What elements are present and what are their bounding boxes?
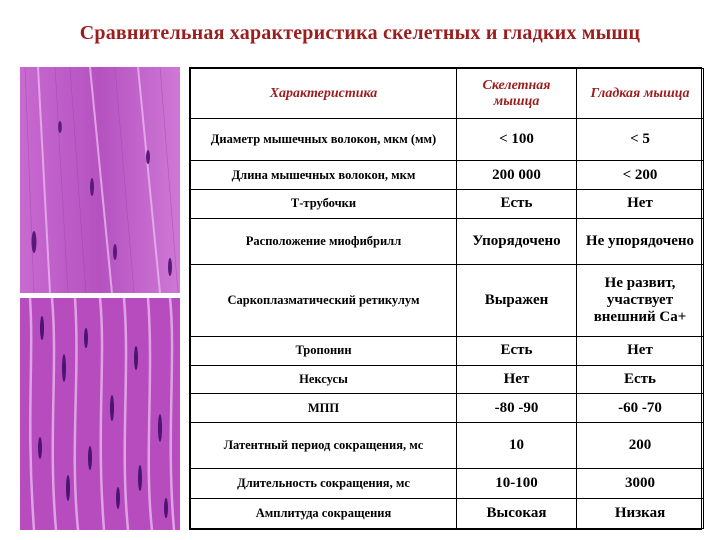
header-characteristic: Характеристика xyxy=(191,69,457,119)
row-skeletal-value: Нет xyxy=(457,365,577,394)
row-label: Латентный период сокращения, мс xyxy=(191,423,457,469)
row-label: Амплитуда сокращения xyxy=(191,499,457,529)
table-row xyxy=(191,394,704,423)
skeletal-muscle-micrograph xyxy=(20,67,180,293)
table-row xyxy=(191,469,704,499)
table-row xyxy=(191,499,704,529)
row-skeletal-value: Есть xyxy=(457,189,577,218)
row-smooth-value: 3000 xyxy=(577,469,704,499)
comparison-table xyxy=(189,67,702,530)
row-smooth-value: Нет xyxy=(577,336,704,365)
row-smooth-value: -60 -70 xyxy=(577,394,704,423)
row-smooth-value: Нет xyxy=(577,189,704,218)
table-row xyxy=(191,119,704,161)
header-smooth: Гладкая мышца xyxy=(577,69,704,119)
row-skeletal-value: Высокая xyxy=(457,499,577,529)
row-label: МПП xyxy=(191,394,457,423)
row-skeletal-value: Выражен xyxy=(457,264,577,336)
row-smooth-value: Не развит, участвует внешний Са+ xyxy=(577,264,704,336)
row-skeletal-value: 200 000 xyxy=(457,161,577,190)
row-skeletal-value: 10 xyxy=(457,423,577,469)
row-smooth-value: Низкая xyxy=(577,499,704,529)
smooth-muscle-micrograph xyxy=(20,298,180,530)
slide-title: Сравнительная характеристика скелетных и гладких мышц xyxy=(79,22,641,44)
row-label: Нексусы xyxy=(191,365,457,394)
row-label: Длина мышечных волокон, мкм xyxy=(191,161,457,190)
row-label: Диаметр мышечных волокон, мкм (мм) xyxy=(191,119,457,161)
table-row xyxy=(191,218,704,264)
row-skeletal-value: -80 -90 xyxy=(457,394,577,423)
table-row xyxy=(191,189,704,218)
row-smooth-value: < 200 xyxy=(577,161,704,190)
row-smooth-value: 200 xyxy=(577,423,704,469)
table-row xyxy=(191,336,704,365)
table-row xyxy=(191,423,704,469)
table-row xyxy=(191,264,704,336)
row-label: Длительность сокращения, мс xyxy=(191,469,457,499)
row-label: Расположение миофибрилл xyxy=(191,218,457,264)
row-skeletal-value: Упорядочено xyxy=(457,218,577,264)
row-skeletal-value: Есть xyxy=(457,336,577,365)
table-row xyxy=(191,365,704,394)
table-row xyxy=(191,161,704,190)
row-smooth-value: Не упорядочено xyxy=(577,218,704,264)
header-skeletal: Скелетная мышца xyxy=(457,69,577,119)
row-smooth-value: Есть xyxy=(577,365,704,394)
row-label: Саркоплазматический ретикулум xyxy=(191,264,457,336)
row-skeletal-value: 10-100 xyxy=(457,469,577,499)
row-smooth-value: < 5 xyxy=(577,119,704,161)
table-header-row xyxy=(191,69,704,119)
row-label: Тропонин xyxy=(191,336,457,365)
row-label: Т-трубочки xyxy=(191,189,457,218)
row-skeletal-value: < 100 xyxy=(457,119,577,161)
